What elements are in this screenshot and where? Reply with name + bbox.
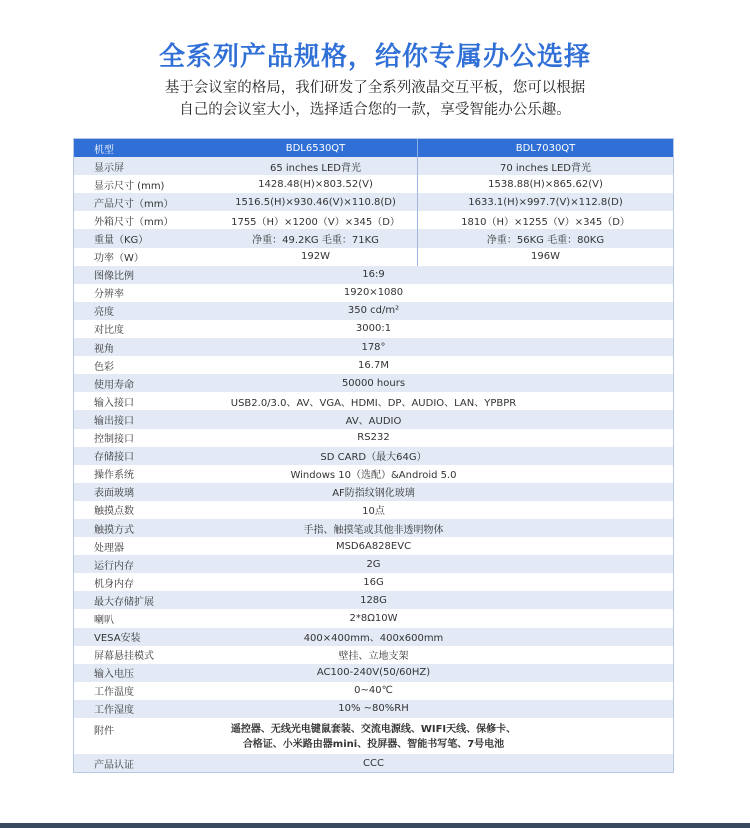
row-label: 工作温度	[94, 687, 134, 699]
table-row	[74, 248, 673, 266]
row-value-model-1: 1428.48(H)×803.52(V)	[258, 178, 373, 190]
page-title: 全系列产品规格，给你专属办公选择	[158, 42, 591, 72]
table-row	[74, 320, 673, 338]
row-label: 外箱尺寸（mm）	[94, 216, 174, 228]
table-row	[74, 700, 673, 718]
row-label: 使用寿命	[94, 379, 134, 391]
row-value-model-1: 净重：49.2KG 毛重：71KG	[252, 235, 379, 247]
row-value: 0~40℃	[354, 685, 393, 697]
table-row	[74, 284, 673, 302]
row-label: 控制接口	[94, 434, 134, 446]
table-row	[74, 465, 673, 483]
row-value: 178°	[361, 341, 386, 353]
row-value: Windows 10（选配）&Android 5.0	[290, 470, 457, 482]
header-model-1: BDL6530QT	[285, 142, 346, 154]
row-value-model-2: 1538.88(H)×865.62(V)	[417, 175, 673, 193]
row-value: AC100-240V(50/60HZ)	[316, 667, 431, 679]
row-value: AV、AUDIO	[345, 415, 402, 427]
table-header-row	[74, 139, 673, 157]
row-value: SD CARD（最大64G）	[320, 452, 427, 464]
row-value: 壁挂、立地支架	[338, 651, 409, 663]
row-label: 触摸点数	[94, 506, 134, 518]
table-row	[74, 193, 673, 211]
row-value: 16:9	[362, 269, 385, 281]
table-row	[74, 410, 673, 428]
row-value: 2G	[366, 558, 381, 570]
table-row	[74, 175, 673, 193]
page-subtitle	[0, 77, 750, 121]
row-label: 功率（W）	[94, 253, 144, 265]
row-value: 50000 hours	[341, 377, 406, 389]
table-row	[74, 591, 673, 609]
subtitle-line-1: 基于会议室的格局，我们研发了全系列液晶交互平板，您可以根据	[164, 80, 586, 96]
accessories-row	[74, 718, 673, 754]
table-row	[74, 628, 673, 646]
table-row	[74, 356, 673, 374]
row-value-model-1: 1755（H）×1200（V）×345（D）	[231, 216, 400, 228]
subtitle-line-2: 自己的会议室大小，选择适合您的一款，享受智能办公乐趣。	[179, 102, 571, 118]
row-label: 表面玻璃	[94, 488, 134, 500]
row-value-model-2: 1633.1(H)×997.7(V)×112.8(D)	[417, 193, 673, 211]
row-value: 手指、触摸笔或其他非透明物体	[303, 524, 444, 536]
row-value-model-1: 1516.5(H)×930.46(V)×110.8(D)	[235, 196, 396, 208]
row-value: 2*8Ω10W	[349, 612, 398, 624]
table-row	[74, 555, 673, 573]
row-label: 存储接口	[94, 452, 134, 464]
table-row	[74, 392, 673, 410]
certification-value: CCC	[363, 757, 384, 769]
row-label: 操作系统	[94, 470, 134, 482]
row-value-model-2: 1810（H）×1255（V）×345（D）	[417, 211, 673, 229]
row-label: 输入电压	[94, 669, 134, 681]
row-label: 亮度	[94, 307, 114, 319]
table-row	[74, 573, 673, 591]
row-value: 350 cd/m²	[347, 305, 400, 317]
row-value: 3000:1	[355, 323, 392, 335]
row-label: 分辨率	[94, 289, 124, 301]
table-row	[74, 157, 673, 175]
row-value: 10点	[362, 506, 385, 518]
row-label: VESA安装	[94, 633, 141, 645]
table-row	[74, 646, 673, 664]
table-row	[74, 519, 673, 537]
table-row	[74, 664, 673, 682]
table-row	[74, 266, 673, 284]
row-label: 最大存储扩展	[94, 596, 154, 608]
row-label: 色彩	[94, 361, 114, 373]
table-row	[74, 302, 673, 320]
row-value: 128G	[360, 594, 387, 606]
row-value: RS232	[357, 432, 390, 444]
row-value-model-1: 192W	[301, 251, 330, 263]
table-row	[74, 229, 673, 247]
table-row	[74, 537, 673, 555]
table-row	[74, 501, 673, 519]
row-label: 工作湿度	[94, 705, 134, 717]
accessories-line-2: 合格证、小米路由器mini、投屏器、智能书写笔、7号电池	[242, 739, 505, 750]
spec-table	[73, 138, 674, 773]
accessories-line-1: 遥控器、无线光电键鼠套装、交流电源线、WIFI天线、保修卡、	[230, 724, 517, 735]
row-value-model-2: 196W	[417, 248, 673, 266]
row-value: 10% ~80%RH	[338, 703, 409, 715]
row-label: 触摸方式	[94, 524, 134, 536]
row-value: 16.7M	[358, 359, 389, 371]
row-label: 重量（KG）	[94, 235, 149, 247]
accessories-value	[214, 718, 673, 752]
accessories-label: 附件	[94, 726, 114, 737]
table-row	[74, 447, 673, 465]
row-value-model-2: 净重：56KG 毛重：80KG	[417, 229, 673, 247]
header-label: 机型	[94, 144, 114, 156]
row-value: MSD6A828EVC	[335, 540, 412, 552]
row-label: 喇叭	[94, 614, 114, 626]
row-label: 输出接口	[94, 415, 134, 427]
row-label: 图像比例	[94, 271, 134, 283]
row-value-model-2: 70 inches LED背光	[417, 157, 673, 175]
table-row	[74, 682, 673, 700]
row-label: 机身内存	[94, 578, 134, 590]
row-value: AF防指纹钢化玻璃	[332, 488, 415, 500]
certification-row	[74, 754, 673, 772]
table-row	[74, 374, 673, 392]
table-row	[74, 609, 673, 627]
row-label: 产品尺寸（mm）	[94, 198, 174, 210]
table-row	[74, 429, 673, 447]
row-value: 1920×1080	[343, 287, 404, 299]
row-label: 对比度	[94, 325, 124, 337]
row-value: 16G	[363, 576, 384, 588]
bottom-bar	[0, 823, 750, 828]
row-value: USB2.0/3.0、AV、VGA、HDMI、DP、AUDIO、LAN、YPBPR	[230, 397, 517, 409]
row-value: 400×400mm、400x600mm	[303, 633, 444, 645]
row-label: 运行内存	[94, 560, 134, 572]
row-label: 输入接口	[94, 397, 134, 409]
table-row	[74, 338, 673, 356]
row-label: 处理器	[94, 542, 124, 554]
row-value-model-1: 65 inches LED背光	[270, 162, 361, 174]
table-row	[74, 211, 673, 229]
header-model-2: BDL7030QT	[417, 139, 673, 157]
row-label: 显示屏	[94, 162, 124, 174]
row-label: 视角	[94, 343, 114, 355]
table-row	[74, 483, 673, 501]
row-label: 显示尺寸 (mm)	[94, 180, 165, 192]
row-label: 屏幕悬挂模式	[94, 651, 154, 663]
certification-label: 产品认证	[94, 759, 134, 771]
